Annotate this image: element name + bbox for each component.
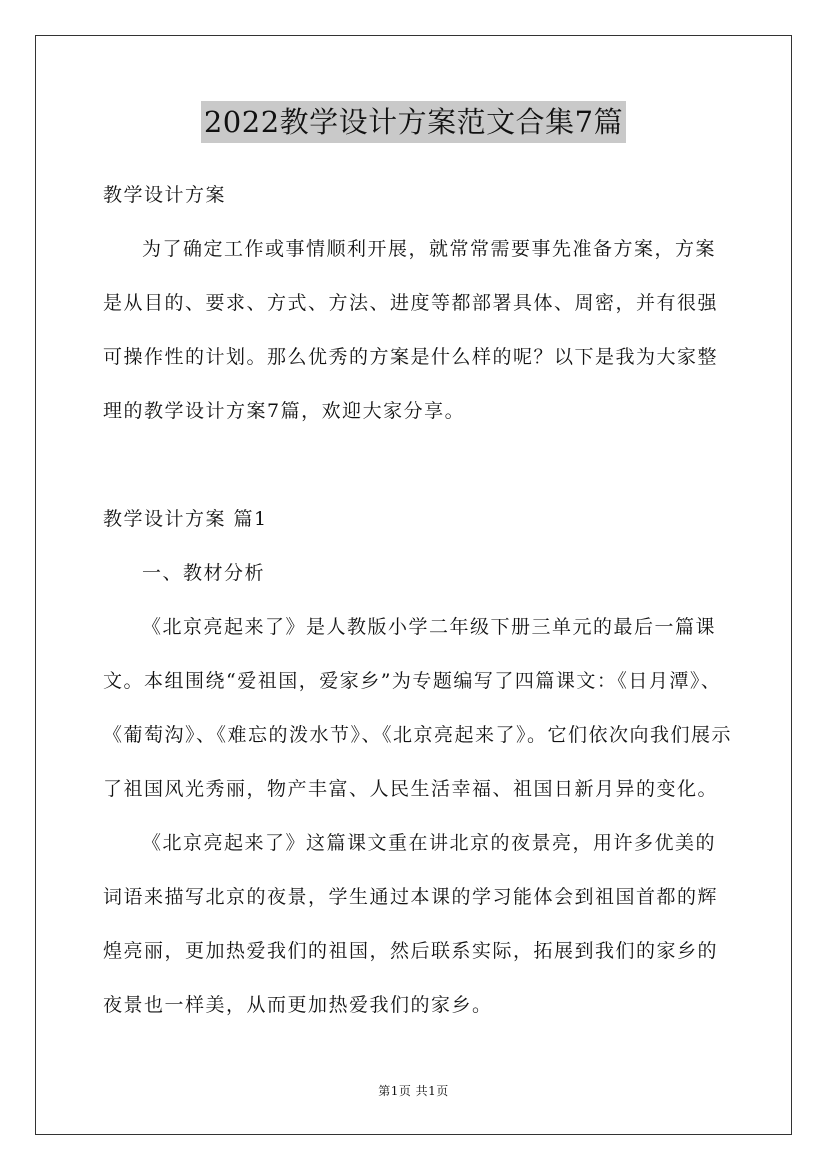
paragraph-line: 煌亮丽，更加热爱我们的祖国，然后联系实际，拓展到我们的家乡的 [103,940,719,962]
page-footer: 第1页 共1页 [378,1084,449,1098]
paragraph-line: 为了确定工作或事情顺利开展，就常常需要事先准备方案，方案 [142,238,717,260]
paragraph-line: 文。本组围绕“爱祖国，爱家乡”为专题编写了四篇课文：《日月潭》、 [103,670,722,692]
document-title: 2022教学设计方案范文合集7篇 [201,101,626,143]
paragraph-line: 词语来描写北京的夜景，学生通过本课的学习能体会到祖国首都的辉 [103,886,719,908]
paragraph-line: 《北京亮起来了》这篇课文重在讲北京的夜景亮，用许多优美的 [142,832,717,854]
paragraph-line: 《葡萄沟》、《难忘的泼水节》、《北京亮起来了》。它们依次向我们展示 [103,724,733,746]
paragraph-line: 可操作性的计划。那么优秀的方案是什么样的呢？以下是我为大家整 [103,346,719,368]
section-heading: 教学设计方案 [103,184,227,206]
section-heading: 教学设计方案 篇1 [103,508,268,530]
subsection-heading: 一、教材分析 [142,562,266,584]
paragraph-line: 了祖国风光秀丽，物产丰富、人民生活幸福、祖国日新月异的变化。 [103,778,719,800]
title-wrap [0,101,827,143]
paragraph-line: 夜景也一样美，从而更加热爱我们的家乡。 [103,994,493,1016]
paragraph-line: 《北京亮起来了》是人教版小学二年级下册三单元的最后一篇课 [142,616,717,638]
paragraph-line: 是从目的、要求、方式、方法、进度等都部署具体、周密，并有很强 [103,292,719,314]
paragraph-line: 理的教学设计方案7篇，欢迎大家分享。 [103,400,466,422]
